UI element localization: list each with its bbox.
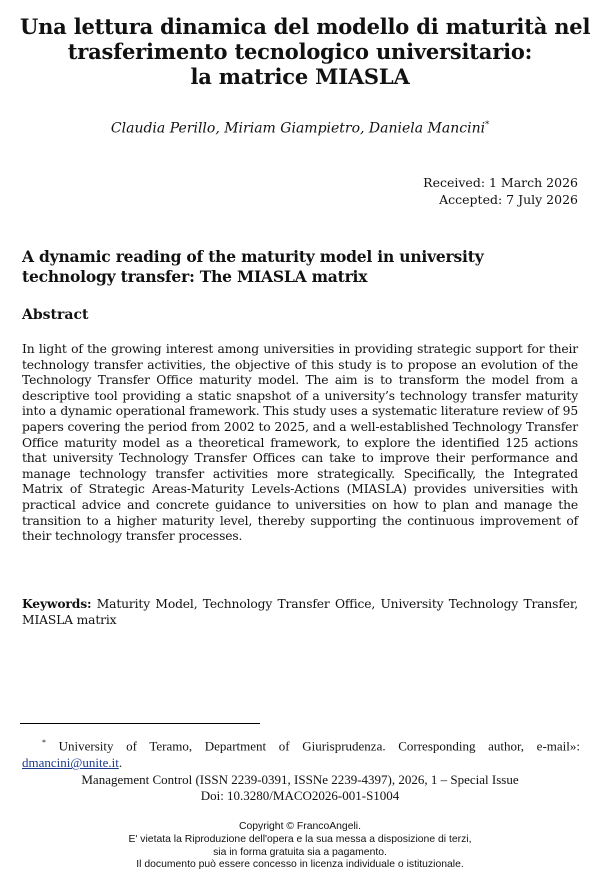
authors — [20, 116, 580, 138]
footnote-divider — [20, 723, 260, 724]
copyright-line-3: sia in forma gratuita sia a pagamento. — [213, 846, 387, 858]
keywords — [22, 596, 578, 628]
footnote-mark: * — [42, 738, 46, 747]
affiliation-footnote — [22, 734, 580, 771]
author-names: Claudia Perillo, Miriam Giampietro, Daniela Mancini — [110, 120, 486, 137]
footnote-tail: . — [118, 755, 123, 771]
copyright-line-1: Copyright © FrancoAngeli. — [238, 821, 361, 832]
author-footnote-mark: * — [485, 120, 490, 129]
keywords-text: Maturity Model, Technology Transfer Office, University Technology Transfer, MIASLA matrix — [22, 597, 578, 627]
abstract-heading: Abstract — [22, 307, 89, 323]
corresponding-email-link[interactable]: dmancini@unite.it — [22, 755, 119, 771]
title-line-2: trasferimento tecnologico universitario: — [67, 39, 533, 64]
title-line-1: Una lettura dinamica del modello di maturità nel — [20, 14, 591, 39]
accepted-date: Accepted: 7 July 2026 — [439, 192, 578, 207]
abstract-text: In light of the growing interest among universities in providing strategic support for their technology transfer activities, the objective of this study is to propose an evolution of the Technology Transfer Office maturity model. The aim is to transform the model from a descriptive tool providing a static snapshot of a university’s technology transfer maturity into a dynamic operational framework. This study uses a systematic literature review of 95 papers covering the period from 2002 to 2025, and a well-established Technology Transfer Office maturity model as a theoretical framework, to explore the identified 125 actions that university Technology Transfer Offices can take to improve their performance and manage technology transfer activities more strategically. Specifically, the Integrated Matrix of Strategic Areas-Maturity Levels-Actions (MIASLA) provides universities with practical advice and concrete guidance to universities on how to plan and manage the transition to a higher maturity level, thereby supporting the continuous improvement of their technology transfer processes. — [22, 342, 578, 544]
received-date: Received: 1 March 2026 — [423, 175, 578, 190]
footnote-text: University of Teramo, Department of Giurisprudenza. Corresponding author, e-mail»: — [58, 738, 581, 754]
paper-title — [20, 14, 591, 89]
english-title: A dynamic reading of the maturity model in university technology transfer: The MIASLA matrix — [22, 247, 484, 286]
copyright-notice — [20, 821, 580, 872]
submission-dates — [423, 174, 578, 208]
copyright-line-2: E' vietata la Riproduzione dell'opera e la sua messa a disposizione di terzi, — [128, 833, 472, 845]
title-line-3: la matrice MIASLA — [190, 64, 410, 89]
journal-doi-line: Doi: 10.3280/MACO2026-001-S1004 — [200, 788, 400, 803]
copyright-line-4: Il documento può essere concesso in licenza individuale o istituzionale. — [136, 859, 464, 871]
journal-info — [20, 772, 580, 804]
journal-issn-line: Management Control (ISSN 2239-0391, ISSNe 2239-4397), 2026, 1 – Special Issue — [81, 772, 519, 787]
keywords-label: Keywords: — [22, 596, 92, 611]
